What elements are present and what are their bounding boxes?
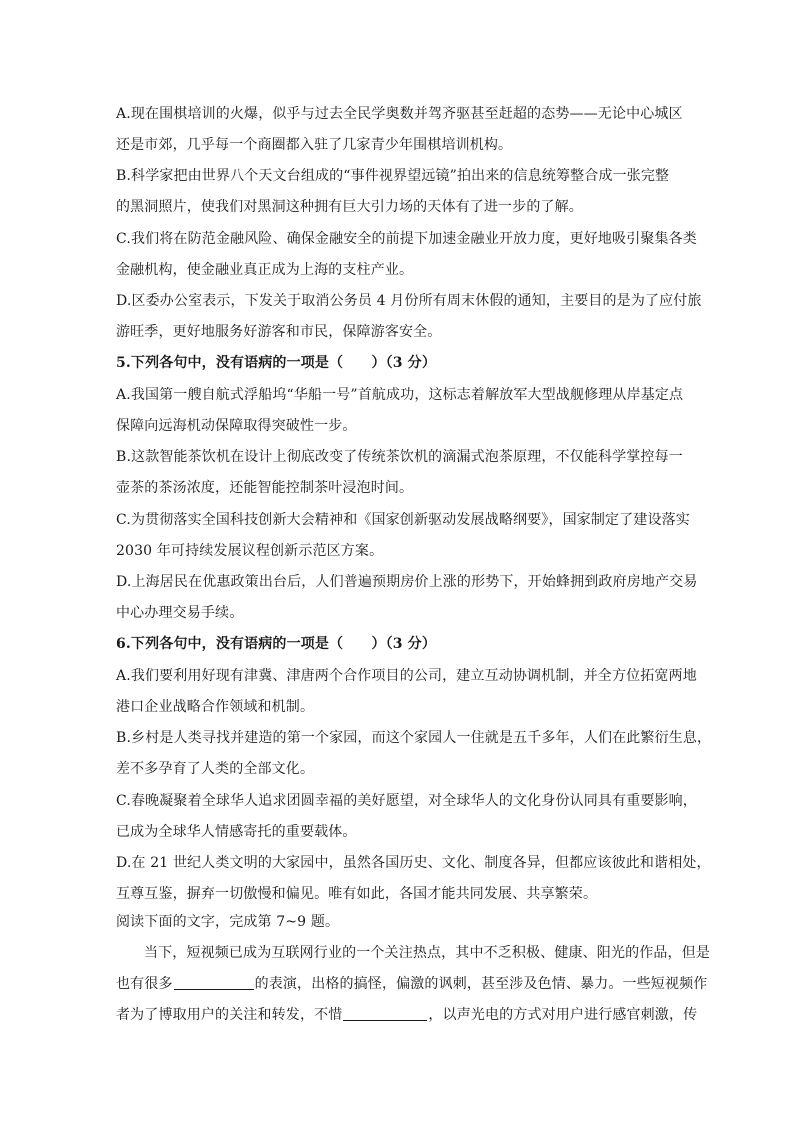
option-c-line-2: 金融机构，使金融业真正成为上海的支柱产业。: [116, 262, 414, 278]
option-b-line-1: B.科学家把由世界八个天文台组成的“事件视界望远镜”拍出来的信息统筹整合成一张完整: [116, 168, 670, 184]
passage-line-2-start: 也有很多: [116, 976, 173, 992]
question-5-title: 5.下列各句中，没有语病的一项是（ ）（3 分）: [116, 355, 436, 371]
q5-option-b-line-2: 壶茶的茶汤浓度，还能智能控制茶叶浸泡时间。: [116, 480, 414, 496]
passage-line-3-end: ，以声光电的方式对用户进行感官刺激，传: [428, 1007, 698, 1023]
passage-line-2-end: 的表演，出格的搞怪，偏激的讽刺，甚至涉及色情、暴力。一些短视频作: [254, 976, 708, 992]
question-6-title: 6.下列各句中，没有语病的一项是（ ）（3 分）: [116, 636, 436, 652]
q5-option-c-line-1: C.为贯彻落实全国科技创新大会精神和《国家创新驱动发展战略纲要》，国家制定了建设落实: [116, 512, 690, 528]
option-b-line-2: 的黑洞照片，使我们对黑洞这种拥有巨大引力场的天体有了进一步的了解。: [116, 199, 583, 215]
q5-option-a-line-2: 保障向远海机动保障取得突破性一步。: [116, 418, 357, 434]
option-a-line-1: A.现在围棋培训的火爆，似乎与过去全民学奥数并驾齐驱甚至赶超的态势——无论中心城区: [116, 106, 683, 122]
option-c-line-1: C.我们将在防范金融风险、确保金融安全的前提下加速金融业开放力度，更好地吸引聚集各类: [116, 231, 697, 247]
q5-option-a-line-1: A.我国第一艘自航式浮船坞“华船一号”首航成功，这标志着解放军大型战舰修理从岸基定点: [116, 387, 684, 403]
q5-option-c-line-2: 2030 年可持续发展议程创新示范区方案。: [116, 543, 384, 559]
q6-option-d-line-1: D.在 21 世纪人类文明的大家园中，虽然各国历史、文化、制度各异，但都应该彼此和谐相处，: [116, 855, 711, 871]
passage-line-2: [116, 975, 708, 993]
q6-option-b-line-2: 差不多孕育了人类的全部文化。: [116, 761, 315, 777]
q6-option-c-line-2: 已成为全球华人情感寄托的重要载体。: [116, 824, 357, 840]
option-d-line-1: D.区委办公室表示，下发关于取消公务员 4 月份所有周末休假的通知，主要目的是为了应付旅: [116, 293, 702, 309]
fill-blank-2[interactable]: [343, 1006, 427, 1021]
q6-option-c-line-1: C.春晚凝聚着全球华人追求团圆幸福的美好愿望，对全球华人的文化身份认同具有重要影响，: [116, 793, 697, 809]
q5-option-d-line-1: D.上海居民在优惠政策出台后，人们普遍预期房价上涨的形势下，开始蜂拥到政府房地产交易: [116, 574, 698, 590]
q6-option-a-line-2: 港口企业战略合作领域和机制。: [116, 699, 315, 715]
passage-line-3: [116, 1006, 698, 1024]
reading-instruction: 阅读下面的文字，完成第 7~9 题。: [116, 914, 340, 930]
q5-option-d-line-2: 中心办理交易手续。: [116, 605, 244, 621]
option-a-line-2: 还是市郊，几乎每一个商圈都入驻了几家青少年围棋培训机构。: [116, 137, 513, 153]
option-d-line-2: 游旺季，更好地服务好游客和市民，保障游客安全。: [116, 324, 442, 340]
q5-option-b-line-1: B.这款智能茶饮机在设计上彻底改变了传统茶饮机的滴漏式泡茶原理，不仅能科学掌控每一: [116, 449, 683, 465]
q6-option-d-line-2: 互尊互鉴，摒弃一切傲慢和偏见。唯有如此，各国才能共同发展、共享繁荣。: [116, 886, 598, 902]
fill-blank-1[interactable]: [174, 975, 254, 990]
q6-option-a-line-1: A.我们要利用好现有津冀、津唐两个合作项目的公司，建立互动协调机制，并全方位拓宽两地: [116, 668, 697, 684]
passage-line-1: 当下，短视频已成为互联网行业的一个关注热点，其中不乏积极、健康、阳光的作品，但是: [144, 945, 710, 961]
q6-option-b-line-1: B.乡村是人类寻找并建造的第一个家园，而这个家园人一住就是五千多年，人们在此繁衍生息，: [116, 730, 712, 746]
passage-line-3-start: 者为了博取用户的关注和转发，不惜: [116, 1007, 343, 1023]
